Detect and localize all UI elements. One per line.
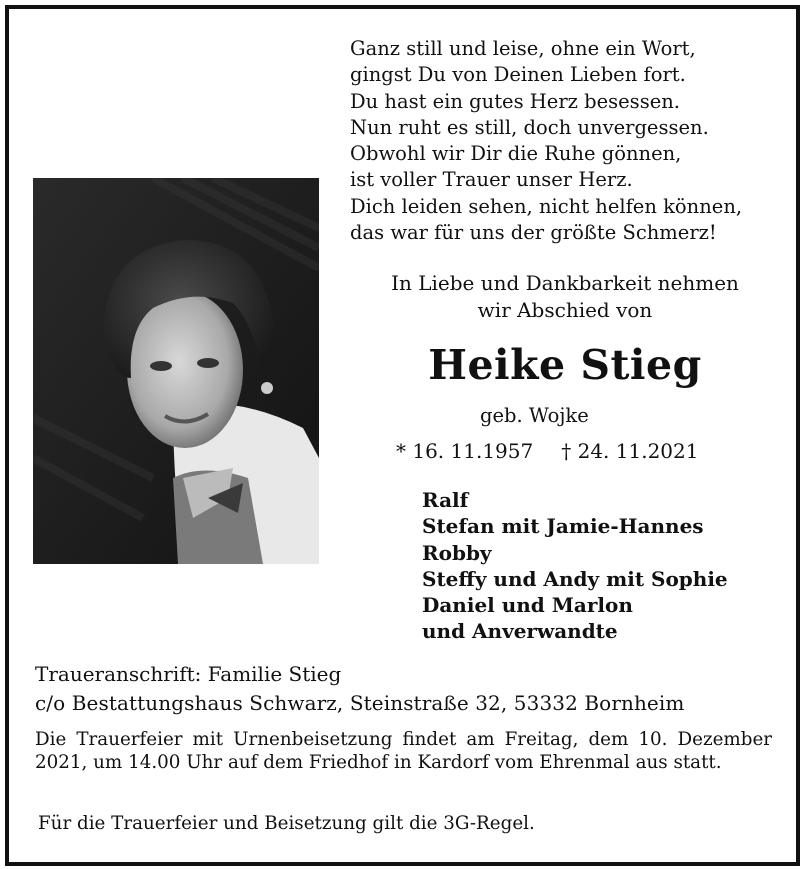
deceased-name: Heike Stieg	[428, 341, 702, 389]
death-date: † 24. 11.2021	[561, 439, 699, 463]
mourning-address-heading: Traueranschrift: Familie Stieg	[35, 662, 342, 686]
intro-line: wir Abschied von	[477, 298, 653, 322]
ceremony-info: Die Trauerfeier mit Urnenbeisetzung findet am Freitag, dem 10. Dezember 2021, um 14.00 Uhr auf dem Friedhof in Kardorf vom Ehrenmal aus statt.	[35, 729, 772, 773]
poem-line: gingst Du von Deinen Lieben fort.	[350, 63, 686, 87]
poem-line: Dich leiden sehen, nicht helfen können,	[350, 194, 743, 218]
mourner-entry: Ralf	[422, 488, 469, 512]
mourners-list	[422, 487, 728, 645]
mourning-address-line: c/o Bestattungshaus Schwarz, Steinstraße 32, 53332 Bornheim	[35, 691, 685, 715]
birth-date: * 16. 11.1957	[396, 439, 534, 463]
mourner-entry: und Anverwandte	[422, 619, 618, 644]
mourner-entry: Robby	[422, 540, 492, 565]
mourner-entry: Stefan mit Jamie-Hannes	[422, 514, 704, 539]
poem-line: ist voller Trauer unser Herz.	[350, 168, 633, 192]
birth-name: geb. Wojke	[480, 404, 589, 427]
poem-line: Ganz still und leise, ohne ein Wort,	[350, 37, 696, 60]
3g-rule-note: Für die Trauerfeier und Beisetzung gilt die 3G-Regel.	[38, 813, 535, 834]
poem-line: das war für uns der größte Schmerz!	[350, 221, 717, 245]
poem-line: Nun ruht es still, doch unvergessen.	[350, 115, 709, 139]
mourner-entry: Daniel und Marlon	[422, 593, 633, 618]
mourner-entry: Steffy und Andy mit Sophie	[422, 566, 728, 591]
poem	[350, 36, 770, 246]
life-dates	[396, 438, 698, 465]
farewell-intro	[340, 270, 790, 324]
poem-line: Obwohl wir Dir die Ruhe gönnen,	[350, 142, 682, 166]
intro-line: In Liebe und Dankbarkeit nehmen	[391, 271, 739, 295]
portrait-photo	[33, 178, 319, 564]
poem-line: Du hast ein gutes Herz besessen.	[350, 89, 680, 113]
